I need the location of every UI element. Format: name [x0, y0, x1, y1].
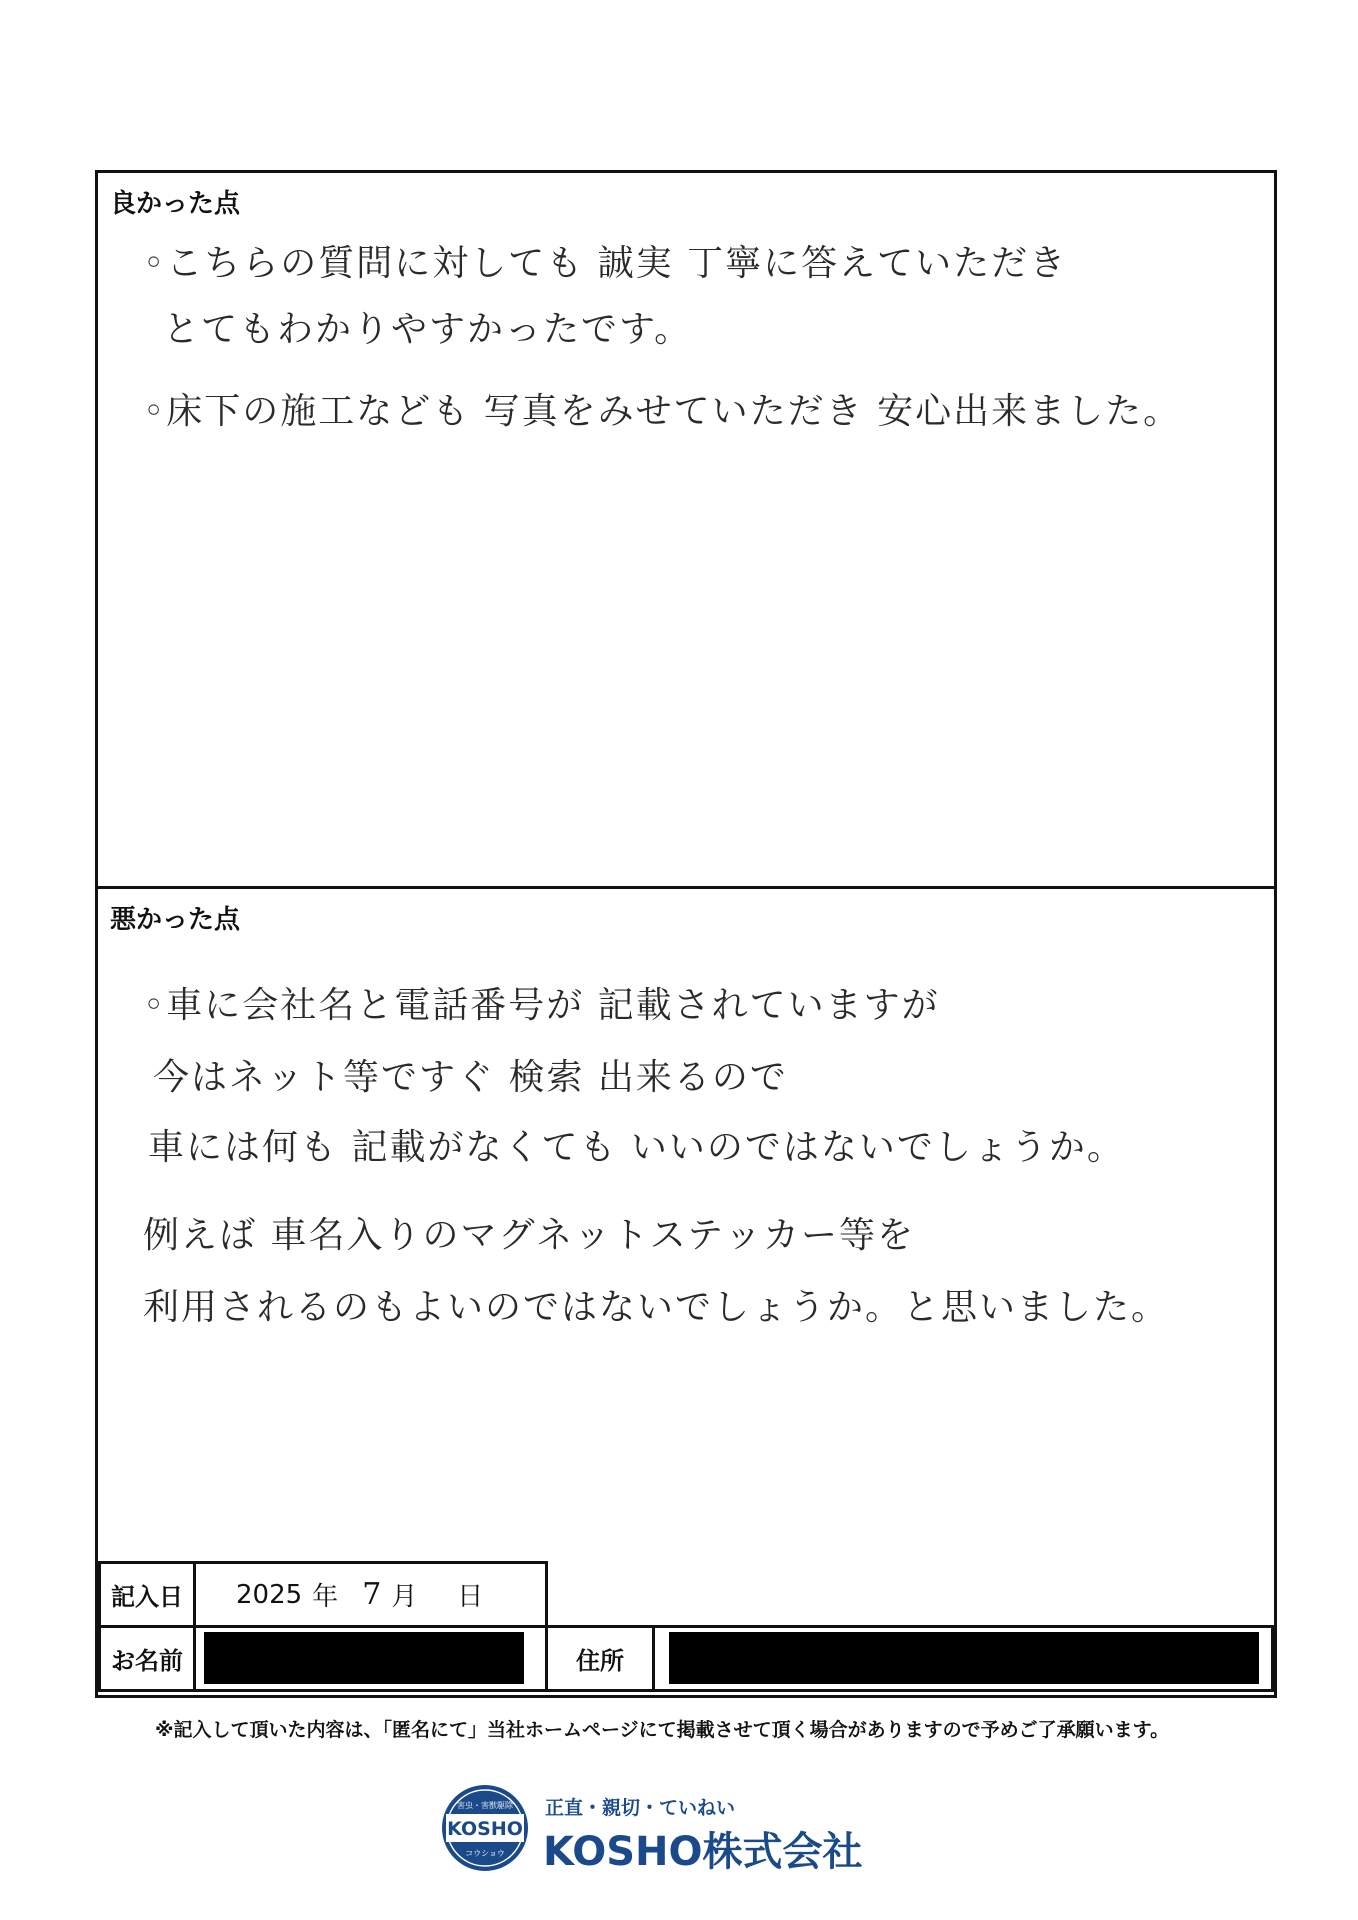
good-line-1: ◦こちらの質問に対しても 誠実 丁寧に答えていただき [143, 243, 1068, 284]
logo-bottom-text: コウショウ [465, 1849, 505, 1858]
date-value [193, 1561, 548, 1628]
name-value [193, 1625, 548, 1692]
kosho-logo [440, 1783, 530, 1873]
good-points-section [98, 173, 1274, 889]
logo-top-text: 害虫・害獣駆除 [457, 1801, 513, 1810]
logo-main-text: KOSHO [447, 1818, 523, 1840]
survey-form [95, 170, 1277, 1698]
date-month: 7 [362, 1577, 382, 1612]
name-label: お名前 [98, 1625, 196, 1692]
company-name: KOSHO株式会社 [543, 1829, 863, 1875]
bad-points-section [98, 889, 1274, 1577]
date-year: 2025 [236, 1579, 303, 1610]
year-unit: 年 [312, 1582, 339, 1612]
bad-line-1: ◦車に会社名と電話番号が 記載されていますが [143, 985, 940, 1026]
entry-info [98, 1561, 1274, 1695]
address-value [652, 1625, 1274, 1692]
date-label: 記入日 [98, 1561, 196, 1628]
bad-points-heading: 悪かった点 [110, 905, 241, 935]
address-label: 住所 [545, 1625, 655, 1692]
company-tagline: 正直・親切・ていねい [545, 1797, 736, 1819]
good-points-heading: 良かった点 [110, 189, 241, 219]
day-unit: 日 [457, 1582, 484, 1612]
notice-text: ※記入して頂いた内容は、「匿名にて」当社ホームページにて掲載させて頂く場合がありますので予めご了承願います。 [155, 1719, 1170, 1741]
bad-line-4: 例えば 車名入りのマグネットステッカー等を [143, 1215, 916, 1256]
bad-line-5: 利用されるのもよいのではないでしょうか。と思いました。 [143, 1287, 1170, 1328]
good-line-3: ◦床下の施工なども 写真をみせていただき 安心出来ました。 [143, 391, 1182, 432]
good-line-2: とてもわかりやすかったです。 [163, 309, 693, 350]
month-unit: 月 [391, 1582, 418, 1612]
bad-line-2: 今はネット等ですぐ 検索 出来るので [153, 1057, 788, 1098]
bad-line-3: 車には何も 記載がなくても いいのではないでしょうか。 [148, 1127, 1125, 1168]
name-redaction [204, 1632, 524, 1684]
address-redaction [669, 1632, 1259, 1684]
